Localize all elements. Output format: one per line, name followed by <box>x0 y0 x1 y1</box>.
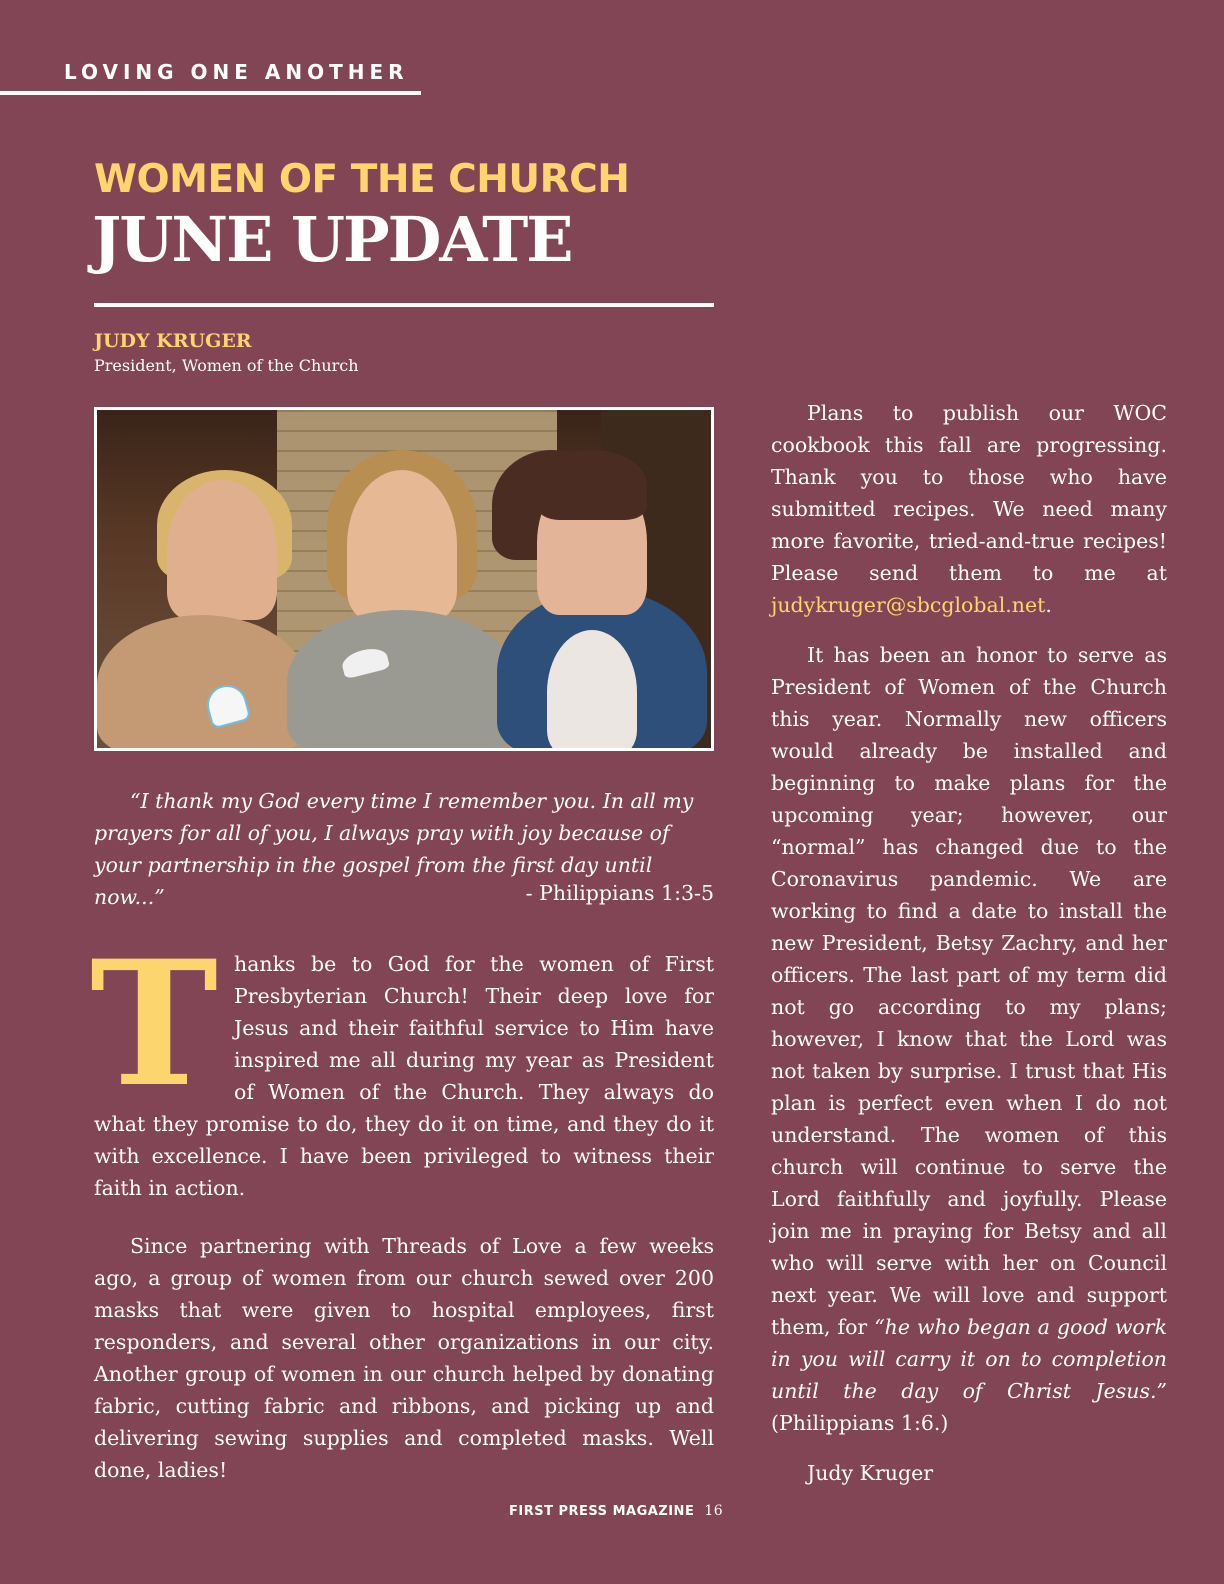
scripture-quote: “I thank my God every time I remember you. In all my prayers for all of you, I always pray with joy because of your partnership in the gospel from the first day until now...” <box>94 789 694 909</box>
scripture-citation: - Philippians 1:3-5 <box>525 881 714 905</box>
article-headline: JUNE UPDATE <box>92 203 572 276</box>
scripture-inline-quote: “he who began a good work in you will carry it on to completion until the day of Christ Jesus.” <box>771 1315 1167 1403</box>
page-footer <box>509 1503 723 1519</box>
body-paragraph: It has been an honor to serve as President of Women of the Church this year. Normally new officers would already be installed and beginning to make plans for the upcoming year; however, our “normal” has changed due to the Coronavirus pandemic. We are working to find a date to install the new President, Betsy Zachry, and her officers. The last part of my term did not go according to my plans; however, I know that the Lord was not taken by surprise. I trust that His plan is perfect even when I do not understand. The women of this church will continue to serve the Lord faithfully and joyfully. Please join me in praying for Betsy and all who will serve with her on Council next year. We will love and support them, for “he who began a good work in you will carry it on to completion until the day of Christ Jesus.” (Philippians 1:6.) <box>771 643 1167 1435</box>
drop-cap: T <box>90 922 218 1125</box>
section-rule <box>0 91 421 95</box>
author-role: President, Women of the Church <box>94 356 359 375</box>
body-paragraph: hanks be to God for the women of First Presbyterian Church! Their deep love for Jesus and their faithful service to Him have inspired me all during my year as President of Women of the Church. They always do what they promise to do, they do it on time, and they do it with excellence. I have been privileged to witness their faith in action. <box>94 952 714 1200</box>
article-kicker: WOMEN OF THE CHURCH <box>94 157 630 202</box>
right-column <box>771 397 1167 1489</box>
email-link[interactable]: judykruger@sbcglobal.net <box>771 593 1046 617</box>
signoff: Judy Kruger <box>807 1461 934 1485</box>
page-number: 16 <box>704 1503 724 1519</box>
section-tag: LOVING ONE ANOTHER <box>64 60 409 84</box>
publication-name: FIRST PRESS MAGAZINE <box>509 1504 695 1519</box>
left-column <box>90 922 714 1486</box>
author-name: JUDY KRUGER <box>94 330 252 352</box>
body-paragraph: Since partnering with Threads of Love a few weeks ago, a group of women from our church sewed over 200 masks that were given to hospital employees, first responders, and several other organizations in our city. Another group of women in our church helped by donating fabric, cutting fabric and ribbons, and picking up and delivering sewing supplies and completed masks. Well done, ladies! <box>94 1234 714 1482</box>
group-photo <box>94 407 714 751</box>
title-rule <box>94 303 714 307</box>
body-paragraph: Plans to publish our WOC cookbook this fall are progressing. Thank you to those who have submitted recipes. We need many more favorite, tried-and-true recipes! Please send them to me at judykruger@sbcglobal.net. <box>771 401 1167 617</box>
